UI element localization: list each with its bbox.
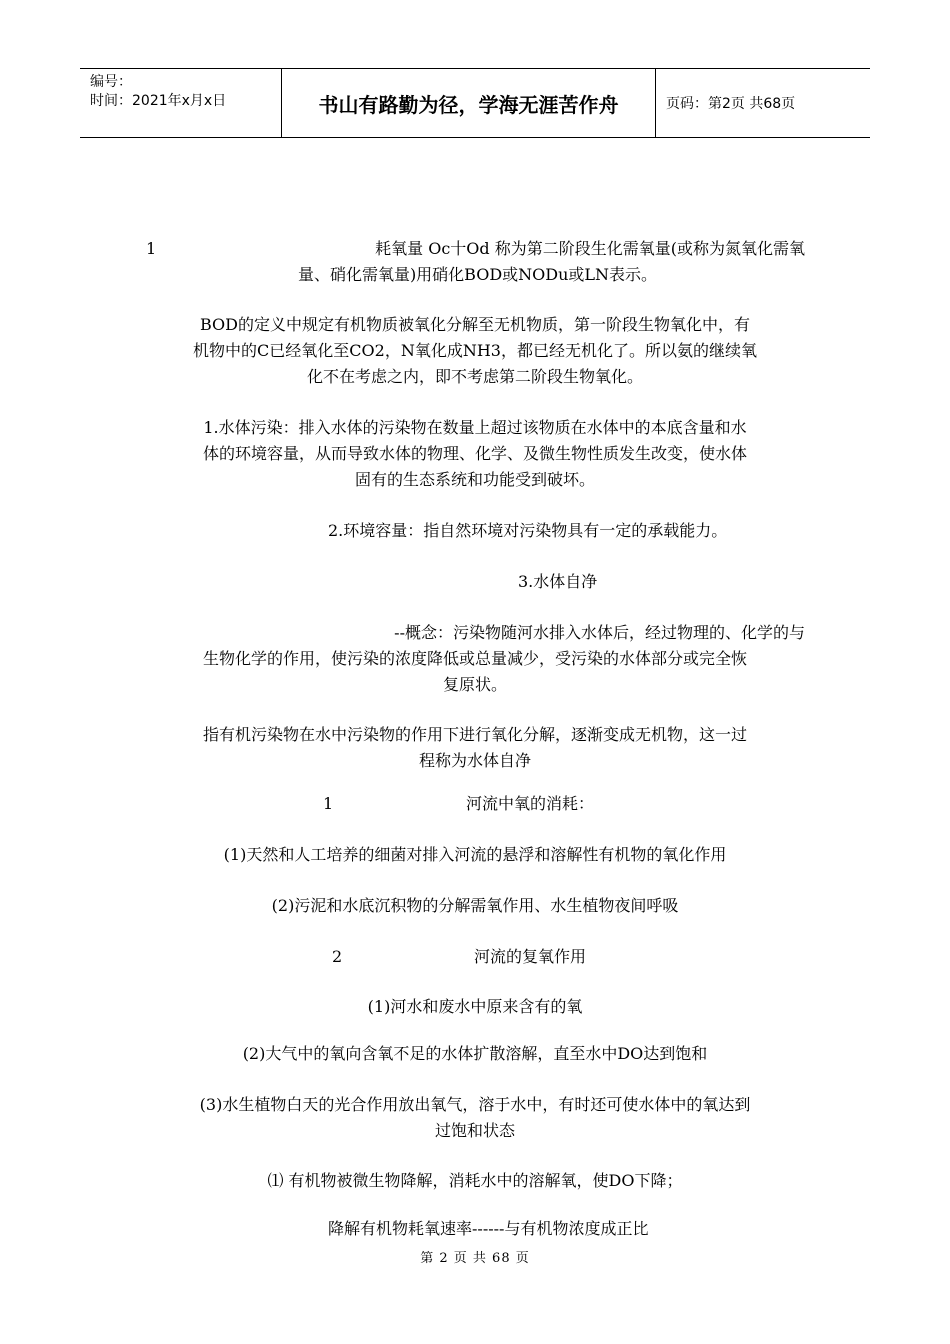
paragraph-8: 河流中氧的消耗： (466, 794, 595, 813)
page-footer: 第 2 页 共 68 页 (420, 1251, 530, 1266)
paragraph-13: (2)大气中的氧向含氧不足的水体扩散溶解，直至水中DO达到饱和 (242, 1044, 708, 1063)
header-page-info: 页码：第2页 共68页 (666, 96, 796, 112)
header-meta (80, 69, 281, 137)
document-number: 编号： (90, 74, 132, 90)
page-header (80, 68, 870, 138)
p11-number: 2 (332, 947, 343, 966)
paragraph-7-line-1: 指有机污染物在水中污染物的作用下进行氧化分解，逐渐变成无机物，这一过 (202, 725, 747, 744)
p8-number: 1 (323, 794, 334, 813)
paragraph-1-line-2: 量、硝化需氧量)用硝化BOD或NODu或LN表示。 (297, 265, 658, 284)
paragraph-12: (1)河水和废水中原来含有的氧 (367, 997, 583, 1016)
paragraph-4: 2.环境容量：指自然环境对污染物具有一定的承载能力。 (328, 521, 728, 540)
paragraph-14-line-2: 过饱和状态 (434, 1121, 515, 1140)
paragraph-3-line-3: 固有的生态系统和功能受到破坏。 (354, 470, 595, 489)
paragraph-11: 河流的复氧作用 (474, 947, 587, 966)
p1-number: 1 (146, 239, 157, 258)
paragraph-15: ⑴ 有机物被微生物降解，消耗水中的溶解氧，使DO下降； (267, 1171, 683, 1190)
paragraph-3-line-1: 1.水体污染：排入水体的污染物在数量上超过该物质在水体中的本底含量和水 (203, 418, 747, 437)
paragraph-2-line-2: 机物中的C已经氧化至CO2，N氧化成NH3，都已经无机化了。所以氨的继续氧 (193, 341, 757, 360)
paragraph-2-line-3: 化不在考虑之内，即不考虑第二阶段生物氧化。 (306, 367, 643, 386)
paragraph-14-line-1: (3)水生植物白天的光合作用放出氧气，溶于水中，有时还可使水体中的氧达到 (199, 1095, 751, 1114)
paragraph-1-line-1: 耗氧量 Oc十Od 称为第二阶段生化需氧量(或称为氮氧化需氧 (375, 239, 805, 258)
paragraph-10: (2)污泥和水底沉积物的分解需氧作用、水生植物夜间呼吸 (271, 896, 679, 915)
paragraph-3-line-2: 体的环境容量，从而导致水体的物理、化学、及微生物性质发生改变，使水体 (202, 444, 747, 463)
paragraph-7-line-2: 程称为水体自净 (418, 751, 531, 770)
header-motto: 书山有路勤为径，学海无涯苦作舟 (281, 69, 656, 137)
paragraph-9: (1)天然和人工培养的细菌对排入河流的悬浮和溶解性有机物的氧化作用 (223, 845, 727, 864)
paragraph-6-line-2: 生物化学的作用，使污染的浓度降低或总量减少，受污染的水体部分或完全恢 (202, 649, 747, 668)
document-time: 时间：2021年x月x日 (90, 93, 227, 109)
paragraph-6-line-1: --概念：污染物随河水排入水体后，经过物理的、化学的与 (394, 623, 805, 642)
paragraph-6-line-3: 复原状。 (442, 675, 507, 694)
paragraph-5: 3.水体自净 (518, 572, 598, 591)
paragraph-2-line-1: BOD的定义中规定有机物质被氧化分解至无机物质，第一阶段生物氧化中，有 (199, 315, 750, 334)
paragraph-16: 降解有机物耗氧速率------与有机物浓度成正比 (328, 1219, 649, 1238)
